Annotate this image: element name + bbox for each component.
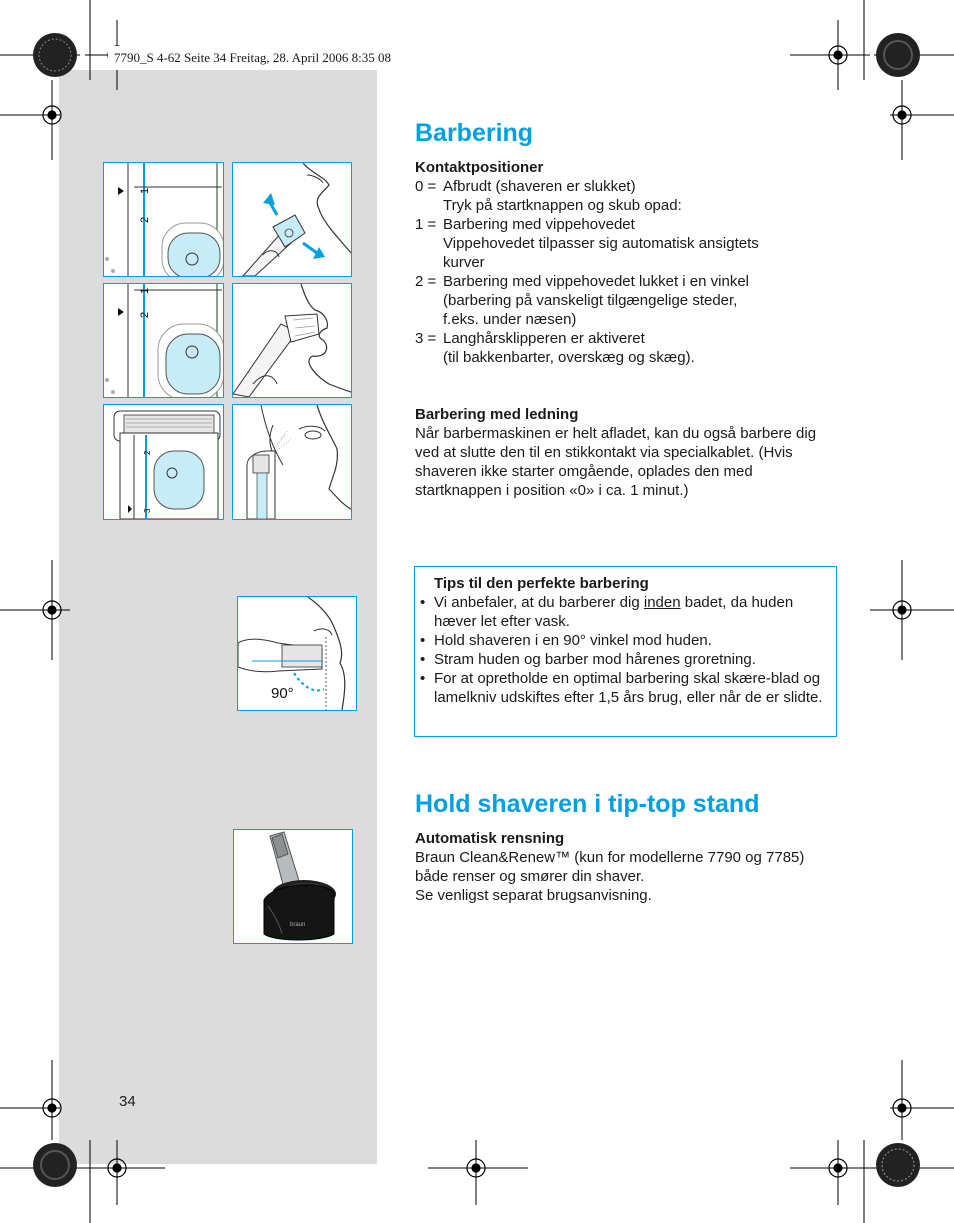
tip-text-post: badet, da huden hæver let efter vask.: [434, 594, 794, 630]
position-line: (til bakkenbarter, overskæg og skæg).: [443, 349, 695, 366]
position-line: Barbering med vippehovedet: [443, 216, 635, 233]
figure-switch-position-3: [103, 404, 224, 520]
switch-label-1: 1: [139, 187, 151, 194]
section-title-barbering: Barbering: [415, 119, 534, 147]
switch-label-2: 2: [139, 311, 151, 318]
tip-text: Stram huden og barber mod hårenes groretning.: [434, 651, 756, 668]
tips-box: [414, 566, 837, 737]
position-item: [415, 272, 835, 329]
subtitle-contact-positions: Kontaktpositioner: [415, 159, 544, 176]
position-number: 3 =: [415, 330, 437, 347]
print-slug: 7790_S 4-62 Seite 34 Freitag, 28. April 2006 8:35 08: [108, 46, 514, 70]
bullet-icon: •: [420, 651, 426, 668]
switch-label-2: 2: [143, 450, 152, 455]
figure-shaving-under-nose: [232, 283, 352, 398]
position-item: [415, 177, 835, 215]
tips-title: Tips til den perfekte barbering: [434, 575, 649, 592]
cleaning-line: både renser og smører din shaver.: [415, 868, 645, 885]
cleaning-line: Braun Clean&Renew™ (kun for modellerne 7790 og 7785): [415, 849, 805, 866]
position-line: (barbering på vanskeligt tilgængelige steder,: [443, 292, 738, 309]
position-item: [415, 215, 835, 272]
tips-list: [420, 593, 830, 707]
switch-label-2: 2: [139, 216, 151, 223]
position-line: Barbering med vippehovedet lukket i en vinkel: [443, 273, 750, 290]
tip-item: [420, 650, 830, 669]
tip-item: [420, 669, 830, 707]
position-line: f.eks. under næsen): [443, 311, 577, 328]
tip-text-pre: Vi anbefaler, at du barberer dig: [434, 594, 644, 611]
position-number: 2 =: [415, 273, 437, 290]
switch-label-1: 1: [139, 287, 151, 294]
tip-text: Hold shaveren i en 90° vinkel mod huden.: [434, 632, 712, 649]
figure-cleaning-station: [233, 829, 353, 944]
position-line: kurver: [443, 254, 485, 271]
position-line: Tryk på startknappen og skub opad:: [443, 197, 682, 214]
tip-item: [420, 593, 830, 631]
tip-text: For at opretholde en optimal barbering skal skære-blad og lamelkniv udskiftes efter 1,5 års brug, eller når de er slidte.: [434, 670, 823, 706]
brand-label: braun: [290, 922, 306, 928]
angle-label: 90°: [271, 685, 294, 702]
section-title-maintenance: Hold shaveren i tip-top stand: [415, 790, 760, 818]
cleaning-line: Se venligst separat brugsanvisning.: [415, 887, 652, 904]
figure-shaving-angle: [237, 596, 357, 711]
subtitle-automatic-cleaning: Automatisk rensning: [415, 830, 565, 847]
position-line: Vippehovedet tilpasser sig automatisk ansigtets: [443, 235, 759, 252]
position-number: 0 =: [415, 178, 437, 195]
tip-text: [434, 593, 830, 631]
position-line: Langhårsklipperen er aktiveret: [443, 330, 645, 347]
position-line: Afbrudt (shaveren er slukket): [443, 178, 636, 195]
position-number: 1 =: [415, 216, 437, 233]
bullet-icon: •: [420, 594, 426, 611]
tip-item: [420, 631, 830, 650]
tip-text-underlined: inden: [643, 594, 681, 611]
cord-shaving-text: Når barbermaskinen er helt afladet, kan du også barbere dig ved at slutte den til en stikkontakt via specialkablet. (Hvis shaveren ikke starter omgående, oplades den med startknappen i position «0» i ca. 1 minut.): [415, 425, 817, 499]
figure-switch-position-1: [103, 162, 224, 277]
subtitle-cord-shaving: Barbering med ledning: [415, 406, 579, 423]
page-number: 34: [119, 1093, 136, 1110]
switch-label-3: 3: [143, 508, 152, 513]
figure-trimmer-sideburns: [232, 404, 352, 520]
bullet-icon: •: [420, 632, 426, 649]
figure-shaving-neck: [232, 162, 352, 277]
figure-switch-position-2: [103, 283, 224, 398]
automatic-cleaning: [415, 829, 845, 905]
cord-shaving: [415, 405, 835, 500]
position-item: [415, 329, 835, 367]
contact-positions: [415, 158, 835, 367]
bullet-icon: •: [420, 670, 426, 687]
